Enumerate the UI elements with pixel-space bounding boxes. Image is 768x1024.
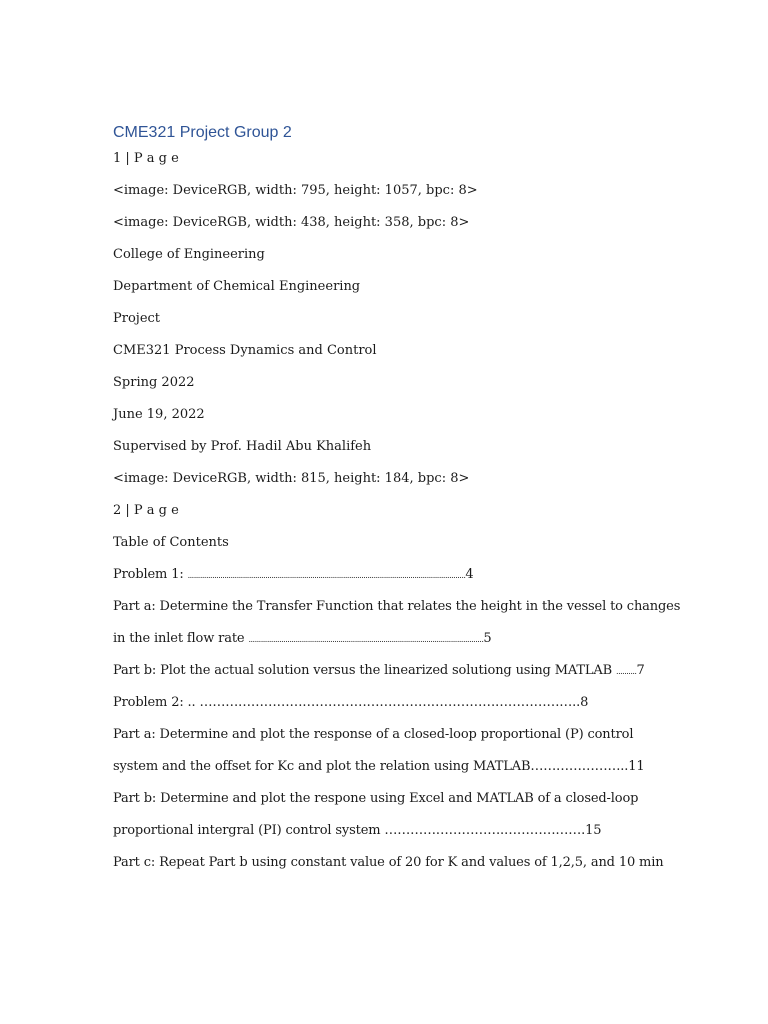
toc-entry-p1-part-b — [113, 662, 645, 681]
college-name: College of Engineering — [113, 247, 265, 262]
toc-entry-p2-part-c: Part c: Repeat Part b using constant value of 20 for K and values of 1,2,5, and 10 min — [113, 855, 664, 870]
toc-entry-p2-part-b-cont: proportional intergral (PI) control system ……………………….……………….15 — [113, 823, 602, 838]
toc-page-number: 4 — [465, 567, 474, 582]
toc-entry-problem-2: Problem 2: .. ……………………………………………………………………………..8 — [113, 695, 589, 710]
toc-leader-dots: ................................................................................................................... — [248, 635, 484, 644]
toc-entry-text: in the inlet flow rate — [113, 631, 249, 646]
toc-entry-p2-part-a-cont: system and the offset for Kc and plot the relation using MATLAB…………………..11 — [113, 759, 645, 774]
course-name: CME321 Process Dynamics and Control — [113, 343, 377, 358]
toc-leader-dots: .......... — [616, 667, 637, 676]
toc-entry-p2-part-a: Part a: Determine and plot the response of a closed-loop proportional (P) control — [113, 727, 634, 742]
department-name: Department of Chemical Engineering — [113, 279, 361, 294]
image-placeholder-1: <image: DeviceRGB, width: 795, height: 1057, bpc: 8> — [113, 183, 478, 198]
image-placeholder-3: <image: DeviceRGB, width: 815, height: 184, bpc: 8> — [113, 471, 470, 486]
toc-entry-text: Problem 1: — [113, 567, 188, 582]
semester: Spring 2022 — [113, 375, 195, 390]
page-number-2: 2 | P a g e — [113, 503, 179, 518]
document-title: CME321 Project Group 2 — [113, 124, 292, 141]
toc-entry-p1-part-a: Part a: Determine the Transfer Function that relates the height in the vessel to changes — [113, 599, 681, 614]
toc-page-number: 7 — [636, 663, 645, 678]
toc-entry-text: Part b: Plot the actual solution versus the linearized solutiong using MATLAB — [113, 663, 617, 678]
page-number-1: 1 | P a g e — [113, 151, 179, 166]
toc-title: Table of Contents — [113, 535, 229, 550]
toc-entry-p2-part-b: Part b: Determine and plot the respone using Excel and MATLAB of a closed-loop — [113, 791, 639, 806]
toc-entry-p1-part-a-cont — [113, 630, 492, 649]
toc-leader-dots: ........................................................................................................................................ — [187, 571, 466, 580]
toc-page-number: 5 — [483, 631, 492, 646]
image-placeholder-2: <image: DeviceRGB, width: 438, height: 358, bpc: 8> — [113, 215, 470, 230]
supervisor: Supervised by Prof. Hadil Abu Khalifeh — [113, 439, 372, 454]
toc-entry-problem-1 — [113, 566, 474, 585]
date: June 19, 2022 — [113, 407, 205, 422]
document-type: Project — [113, 311, 161, 326]
